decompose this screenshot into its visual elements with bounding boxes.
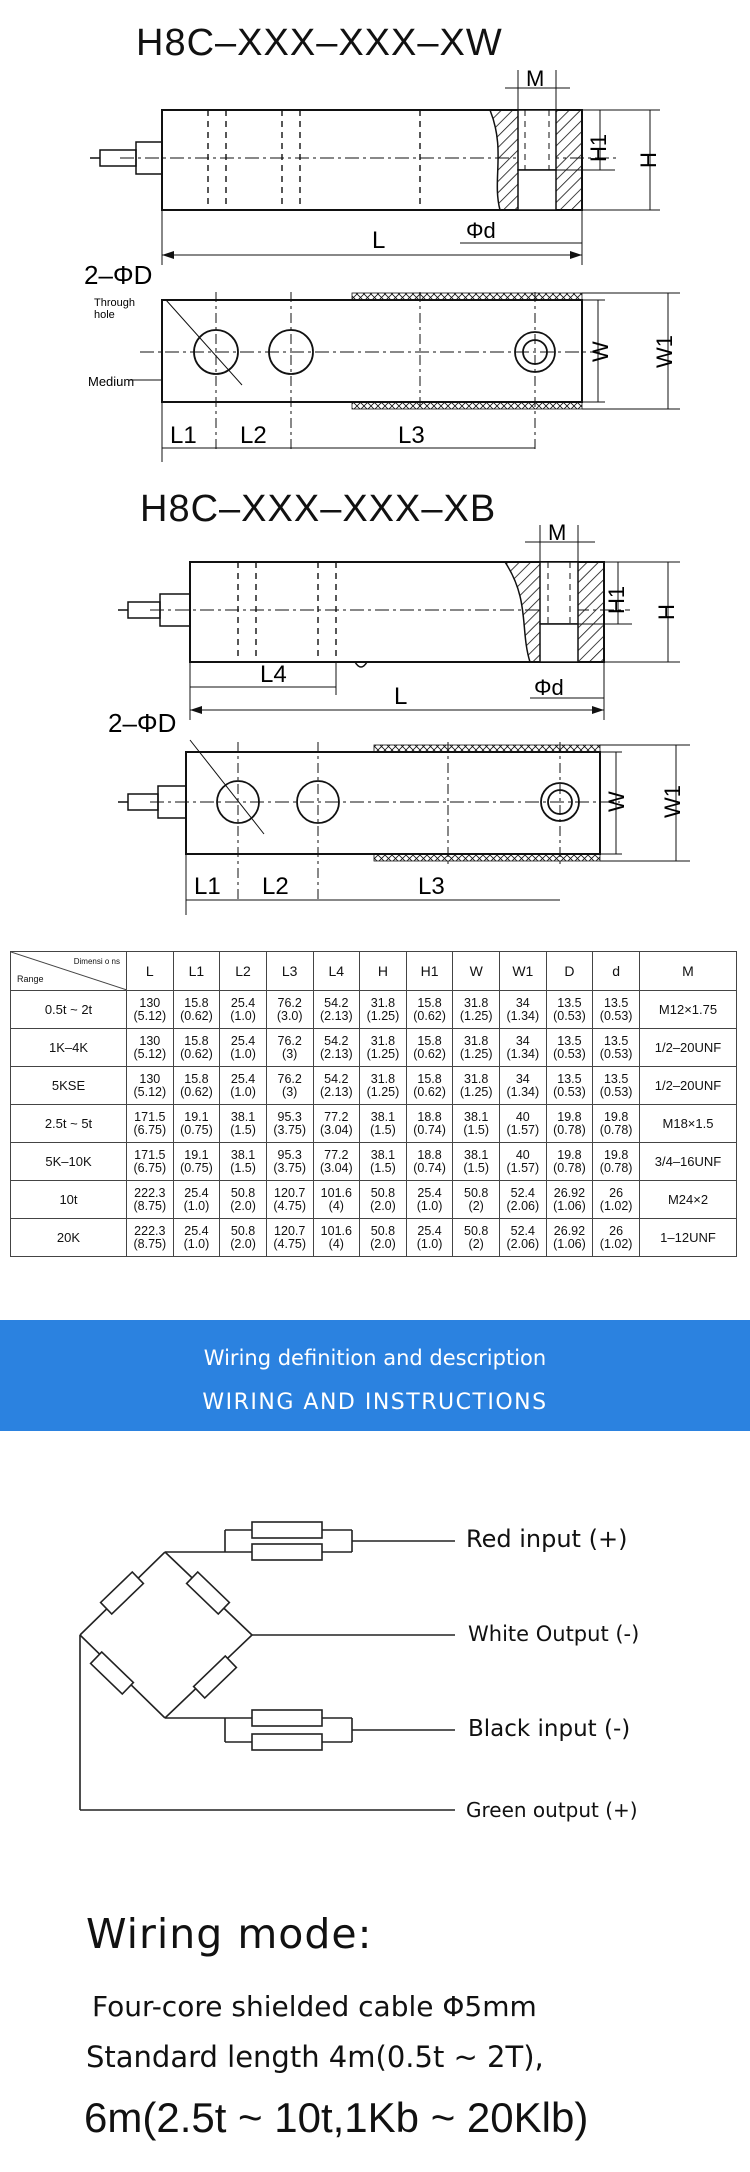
col-header: L2	[220, 952, 267, 991]
table-cell: 19.8 (0.78)	[546, 1143, 593, 1181]
table-cell: 38.1 (1.5)	[360, 1143, 407, 1181]
table-cell: 26.92 (1.06)	[546, 1181, 593, 1219]
dim2-2d: 2–ΦD	[108, 708, 177, 738]
range-cell: 20K	[11, 1219, 127, 1257]
table-cell: 15.8 (0.62)	[406, 1029, 453, 1067]
table-cell: 26.92 (1.06)	[546, 1219, 593, 1257]
through-hole-label: Through	[94, 297, 135, 309]
col-header: W	[453, 952, 500, 991]
dim-h1: H1	[586, 133, 611, 162]
table-cell: 52.4 (2.06)	[500, 1181, 547, 1219]
dim-l: L	[372, 227, 386, 254]
drawing1-side-view	[0, 0, 750, 470]
table-cell: 34 (1.34)	[500, 1029, 547, 1067]
dim2-w: W	[604, 791, 629, 812]
dim2-d: Φd	[534, 675, 564, 700]
green-output-label: Green output (+)	[466, 1798, 638, 1822]
table-cell: 38.1 (1.5)	[453, 1143, 500, 1181]
range-cell: 5KSE	[11, 1067, 127, 1105]
table-cell: 38.1 (1.5)	[220, 1105, 267, 1143]
black-input-label: Black input (-)	[468, 1716, 631, 1742]
col-header: H1	[406, 952, 453, 991]
table-row	[11, 1105, 737, 1143]
table-cell: 120.7 (4.75)	[266, 1181, 313, 1219]
dim-2d: 2–ΦD	[84, 260, 153, 290]
table-cell: 25.4 (1.0)	[220, 1067, 267, 1105]
table-cell: 19.1 (0.75)	[173, 1143, 220, 1181]
table-cell: 31.8 (1.25)	[453, 1067, 500, 1105]
table-cell: 34 (1.34)	[500, 1067, 547, 1105]
dim-l1: L1	[170, 422, 197, 449]
range-cell: 1K–4K	[11, 1029, 127, 1067]
col-header: H	[360, 952, 407, 991]
table-cell: 50.8 (2)	[453, 1219, 500, 1257]
table-row	[11, 991, 737, 1029]
wiring-banner	[0, 1320, 750, 1431]
drawing1-title: H8C–XXX–XXX–XW	[136, 22, 503, 64]
thread-cell: M24×2	[640, 1181, 737, 1219]
drawing2-side-view	[0, 470, 750, 920]
thread-cell: 1/2–20UNF	[640, 1067, 737, 1105]
range-cell: 5K–10K	[11, 1143, 127, 1181]
table-cell: 26 (1.02)	[593, 1219, 640, 1257]
table-cell: 130 (5.12)	[127, 991, 174, 1029]
dim2-l1: L1	[194, 873, 221, 900]
wiring-mode-title: Wiring mode:	[86, 1910, 373, 1958]
thread-cell: 1–12UNF	[640, 1219, 737, 1257]
banner-title: Wiring definition and description	[203, 1346, 547, 1370]
table-cell: 76.2 (3.0)	[266, 991, 313, 1029]
table-cell: 76.2 (3)	[266, 1029, 313, 1067]
table-cell: 31.8 (1.25)	[360, 1067, 407, 1105]
table-cell: 50.8 (2)	[453, 1181, 500, 1219]
col-header: L4	[313, 952, 360, 991]
table-cell: 19.8 (0.78)	[593, 1143, 640, 1181]
dim-h: H	[636, 152, 661, 168]
table-cell: 50.8 (2.0)	[360, 1181, 407, 1219]
col-header: d	[593, 952, 640, 991]
red-input-label: Red input (+)	[466, 1525, 628, 1553]
medium-label: Medium	[88, 374, 135, 389]
table-cell: 19.1 (0.75)	[173, 1105, 220, 1143]
dim2-l2: L2	[262, 873, 289, 900]
col-header: D	[546, 952, 593, 991]
range-cell: 10t	[11, 1181, 127, 1219]
table-cell: 95.3 (3.75)	[266, 1143, 313, 1181]
table-cell: 19.8 (0.78)	[546, 1105, 593, 1143]
table-cell: 31.8 (1.25)	[360, 991, 407, 1029]
table-cell: 15.8 (0.62)	[406, 1067, 453, 1105]
table-cell: 25.4 (1.0)	[173, 1181, 220, 1219]
table-row	[11, 1067, 737, 1105]
table-cell: 222.3 (8.75)	[127, 1181, 174, 1219]
table-cell: 34 (1.34)	[500, 991, 547, 1029]
dim2-l: L	[394, 683, 408, 710]
drawing2-title: H8C–XXX–XXX–XB	[140, 488, 497, 530]
col-header: L1	[173, 952, 220, 991]
table-row	[11, 1029, 737, 1067]
range-cell: 2.5t ~ 5t	[11, 1105, 127, 1143]
table-cell: 50.8 (2.0)	[220, 1219, 267, 1257]
dim2-m: M	[548, 520, 567, 545]
dim-d: Φd	[466, 218, 496, 243]
table-cell: 25.4 (1.0)	[173, 1219, 220, 1257]
table-cell: 13.5 (0.53)	[593, 1067, 640, 1105]
table-cell: 50.8 (2.0)	[220, 1181, 267, 1219]
table-corner-cell: Dimensi o ns Range	[11, 952, 127, 991]
wiring-diagram	[0, 1480, 750, 1820]
table-cell: 101.6 (4)	[313, 1219, 360, 1257]
white-output-label: White Output (-)	[468, 1622, 640, 1646]
table-cell: 40 (1.57)	[500, 1143, 547, 1181]
table-cell: 15.8 (0.62)	[173, 1067, 220, 1105]
table-cell: 25.4 (1.0)	[406, 1181, 453, 1219]
table-row	[11, 1181, 737, 1219]
table-cell: 25.4 (1.0)	[406, 1219, 453, 1257]
table-cell: 38.1 (1.5)	[453, 1105, 500, 1143]
table-row	[11, 1143, 737, 1181]
table-cell: 18.8 (0.74)	[406, 1143, 453, 1181]
thread-cell: 3/4–16UNF	[640, 1143, 737, 1181]
length-range-line: 6m(2.5t ~ 10t,1Kb ~ 20Klb)	[84, 2094, 589, 2141]
table-cell: 54.2 (2.13)	[313, 1067, 360, 1105]
spec-table	[10, 951, 737, 1257]
table-cell: 101.6 (4)	[313, 1181, 360, 1219]
table-cell: 130 (5.12)	[127, 1067, 174, 1105]
table-cell: 13.5 (0.53)	[546, 1029, 593, 1067]
table-cell: 120.7 (4.75)	[266, 1219, 313, 1257]
table-cell: 13.5 (0.53)	[593, 991, 640, 1029]
dim-m: M	[526, 66, 545, 91]
table-cell: 18.8 (0.74)	[406, 1105, 453, 1143]
thread-cell: M18×1.5	[640, 1105, 737, 1143]
table-cell: 222.3 (8.75)	[127, 1219, 174, 1257]
table-cell: 54.2 (2.13)	[313, 1029, 360, 1067]
table-cell: 171.5 (6.75)	[127, 1143, 174, 1181]
table-cell: 15.8 (0.62)	[173, 991, 220, 1029]
table-cell: 13.5 (0.53)	[546, 1067, 593, 1105]
table-cell: 130 (5.12)	[127, 1029, 174, 1067]
thread-cell: 1/2–20UNF	[640, 1029, 737, 1067]
dim-l3: L3	[398, 422, 425, 449]
table-header-row	[11, 952, 737, 991]
table-cell: 171.5 (6.75)	[127, 1105, 174, 1143]
col-header: L	[127, 952, 174, 991]
table-cell: 25.4 (1.0)	[220, 991, 267, 1029]
table-cell: 95.3 (3.75)	[266, 1105, 313, 1143]
dim2-l4: L4	[260, 661, 287, 688]
standard-length-line: Standard length 4m(0.5t ~ 2T),	[86, 2040, 544, 2074]
table-cell: 77.2 (3.04)	[313, 1105, 360, 1143]
through-hole-label-2: hole	[94, 309, 115, 321]
table-cell: 50.8 (2.0)	[360, 1219, 407, 1257]
range-cell: 0.5t ~ 2t	[11, 991, 127, 1029]
dim2-l3: L3	[418, 873, 445, 900]
table-cell: 54.2 (2.13)	[313, 991, 360, 1029]
table-cell: 38.1 (1.5)	[220, 1143, 267, 1181]
thread-cell: M12×1.75	[640, 991, 737, 1029]
dim2-h1: H1	[604, 585, 629, 614]
table-cell: 40 (1.57)	[500, 1105, 547, 1143]
col-header: L3	[266, 952, 313, 991]
dim2-h: H	[654, 604, 679, 620]
table-row	[11, 1219, 737, 1257]
dim2-w1: W1	[660, 785, 685, 818]
col-header: M	[640, 952, 737, 991]
table-cell: 77.2 (3.04)	[313, 1143, 360, 1181]
table-cell: 52.4 (2.06)	[500, 1219, 547, 1257]
table-cell: 38.1 (1.5)	[360, 1105, 407, 1143]
dim-l2: L2	[240, 422, 267, 449]
dim-w1: W1	[652, 335, 677, 368]
table-cell: 76.2 (3)	[266, 1067, 313, 1105]
table-cell: 13.5 (0.53)	[593, 1029, 640, 1067]
table-cell: 15.8 (0.62)	[406, 991, 453, 1029]
table-cell: 25.4 (1.0)	[220, 1029, 267, 1067]
table-cell: 15.8 (0.62)	[173, 1029, 220, 1067]
table-cell: 31.8 (1.25)	[453, 991, 500, 1029]
banner-subtitle: WIRING AND INSTRUCTIONS	[202, 1390, 548, 1415]
cable-spec-line: Four-core shielded cable Φ5mm	[92, 1990, 537, 2023]
table-cell: 31.8 (1.25)	[453, 1029, 500, 1067]
table-cell: 19.8 (0.78)	[593, 1105, 640, 1143]
col-header: W1	[500, 952, 547, 991]
table-cell: 31.8 (1.25)	[360, 1029, 407, 1067]
table-cell: 26 (1.02)	[593, 1181, 640, 1219]
dim-w: W	[588, 341, 613, 362]
table-cell: 13.5 (0.53)	[546, 991, 593, 1029]
